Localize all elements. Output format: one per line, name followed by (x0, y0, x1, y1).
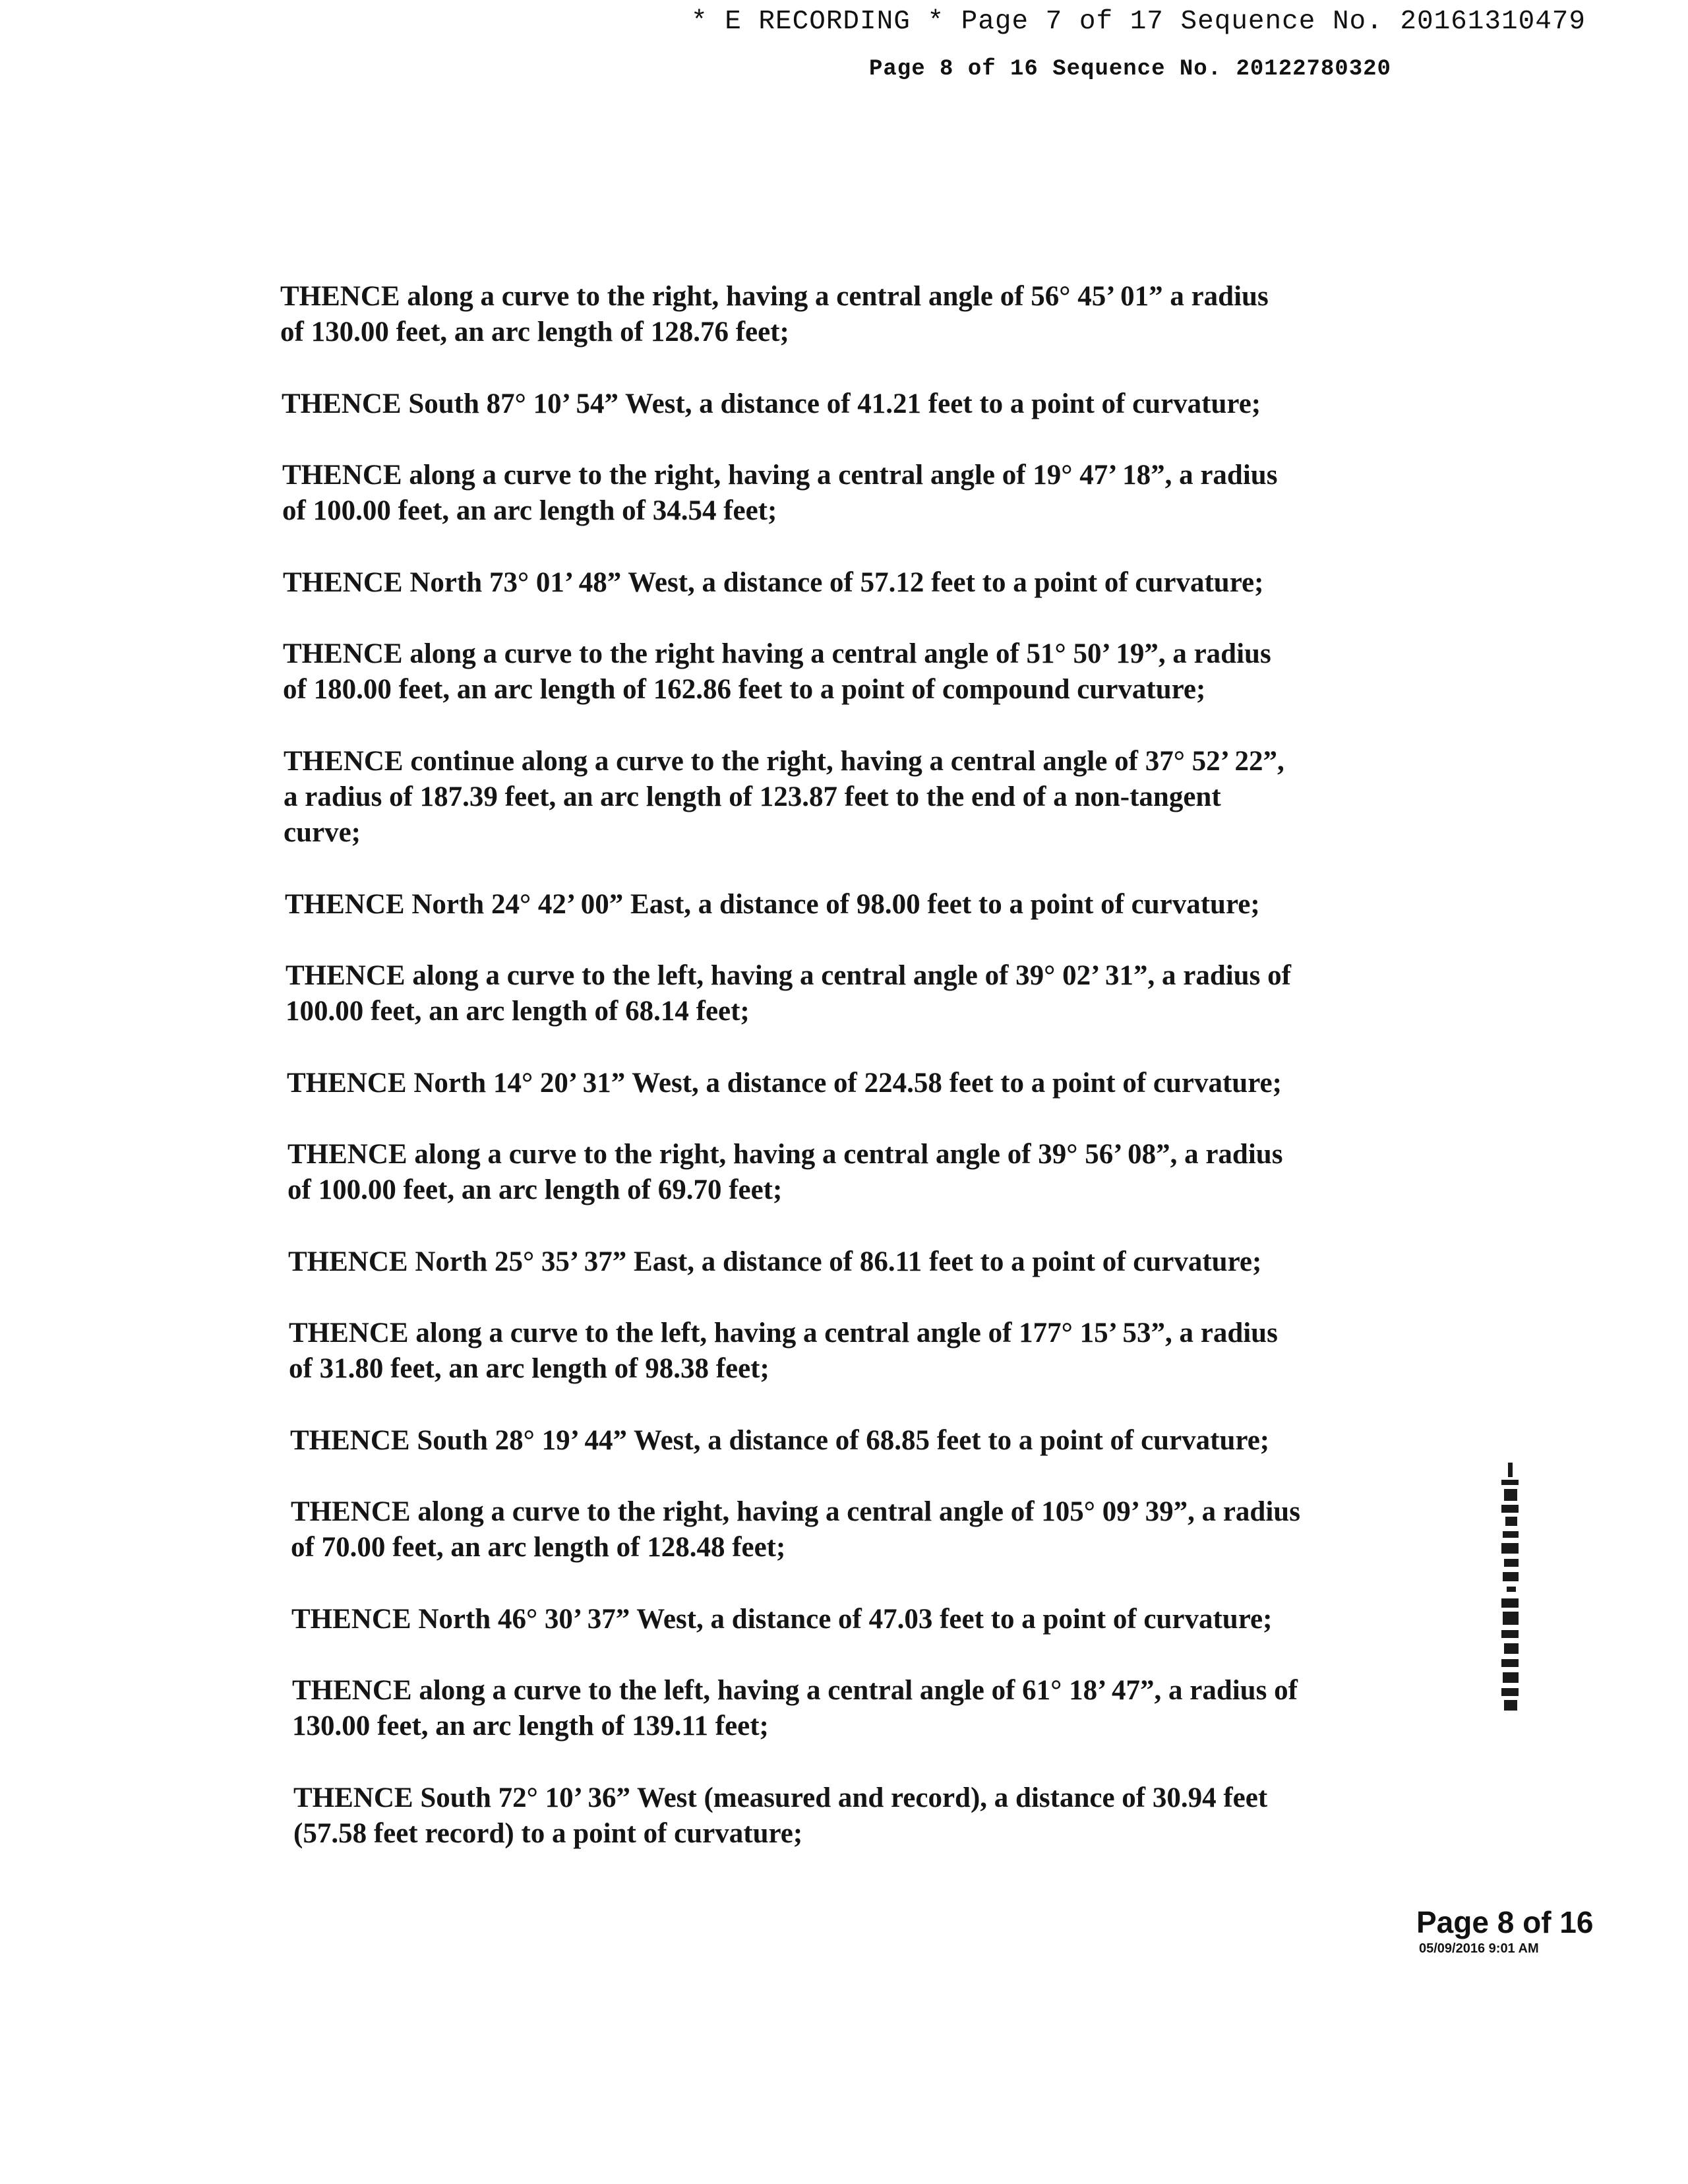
paragraph-line: of 100.00 feet, an arc length of 34.54 feet; (282, 495, 777, 526)
legal-paragraph (287, 1066, 1282, 1101)
paragraph-line: THENCE along a curve to the left, having a central angle of 177° 15’ 53”, a radius (289, 1318, 1278, 1349)
legal-paragraph (282, 458, 1277, 529)
paragraph-line: THENCE North 46° 30’ 37” West, a distance of 47.03 feet to a point of curvature; (291, 1604, 1273, 1635)
paragraph-line: of 180.00 feet, an arc length of 162.86 feet to a point of compound curvature; (283, 674, 1206, 705)
legal-paragraph (283, 636, 1271, 708)
paragraph-line: THENCE along a curve to the right, having a central angle of 39° 56’ 08”, a radius (287, 1139, 1283, 1170)
legal-paragraph (291, 1494, 1300, 1565)
paragraph-line: THENCE South 87° 10’ 54” West, a distance of 41.21 feet to a point of curvature; (282, 388, 1261, 419)
paragraph-line: THENCE along a curve to the right, having a central angle of 56° 45’ 01” a radius (280, 281, 1269, 312)
paragraph-line: THENCE North 25° 35’ 37” East, a distance of 86.11 feet to a point of curvature; (288, 1246, 1262, 1277)
legal-paragraph (288, 1244, 1261, 1280)
recording-timestamp: 05/09/2016 9:01 AM (1419, 1941, 1539, 1956)
paragraph-line: THENCE along a curve to the right, having a central angle of 19° 47’ 18”, a radius (282, 460, 1278, 491)
page-number-label: Page 8 of 16 (1416, 1905, 1594, 1939)
paragraph-line: 130.00 feet, an arc length of 139.11 feet; (292, 1711, 769, 1742)
paragraph-line: 100.00 feet, an arc length of 68.14 feet; (286, 996, 750, 1027)
vertical-recording-stamp-icon (1499, 1463, 1521, 1711)
paragraph-line: THENCE along a curve to the left, having a central angle of 39° 02’ 31”, a radius of (286, 960, 1291, 991)
legal-paragraph (290, 1423, 1269, 1459)
legal-paragraph (285, 887, 1260, 923)
recording-header: * E RECORDING * Page 7 of 17 Sequence No. 20161310479 (691, 7, 1586, 37)
paragraph-line: THENCE South 72° 10’ 36” West (measured and record), a distance of 30.94 feet (293, 1782, 1268, 1813)
paragraph-line: THENCE along a curve to the left, having a central angle of 61° 18’ 47”, a radius of (292, 1675, 1298, 1706)
legal-paragraph (291, 1602, 1272, 1637)
paragraph-line: curve; (284, 817, 361, 848)
paragraph-line: THENCE along a curve to the right having a central angle of 51° 50’ 19”, a radius (283, 638, 1271, 669)
paragraph-line: of 100.00 feet, an arc length of 69.70 feet; (287, 1174, 783, 1205)
paragraph-line: THENCE North 73° 01’ 48” West, a distance of 57.12 feet to a point of curvature; (283, 567, 1264, 598)
legal-paragraph (287, 1137, 1282, 1208)
legal-paragraph (293, 1780, 1267, 1852)
paragraph-line: THENCE North 24° 42’ 00” East, a distance of 98.00 feet to a point of curvature; (285, 889, 1260, 920)
legal-paragraph (282, 386, 1261, 422)
sequence-header: Page 8 of 16 Sequence No. 20122780320 (869, 57, 1391, 82)
paragraph-line: THENCE along a curve to the right, having a central angle of 105° 09’ 39”, a radius (291, 1496, 1300, 1527)
legal-paragraph (286, 958, 1291, 1029)
legal-paragraph (289, 1316, 1278, 1387)
paragraph-line: of 130.00 feet, an arc length of 128.76 feet; (280, 317, 789, 348)
paragraph-line: THENCE continue along a curve to the right, having a central angle of 37° 52’ 22”, (284, 746, 1284, 777)
legal-paragraph (292, 1673, 1298, 1744)
paragraph-line: of 31.80 feet, an arc length of 98.38 feet; (289, 1353, 769, 1384)
legal-paragraph (280, 279, 1269, 350)
paragraph-line: THENCE South 28° 19’ 44” West, a distance of 68.85 feet to a point of curvature; (290, 1425, 1270, 1456)
paragraph-line: (57.58 feet record) to a point of curvature; (293, 1818, 803, 1849)
paragraph-line: THENCE North 14° 20’ 31” West, a distance of 224.58 feet to a point of curvature; (287, 1068, 1282, 1099)
legal-paragraph (283, 565, 1263, 601)
paragraph-line: a radius of 187.39 feet, an arc length of 123.87 feet to the end of a non-tangent (284, 781, 1221, 812)
legal-paragraph (284, 744, 1284, 851)
paragraph-line: of 70.00 feet, an arc length of 128.48 feet; (291, 1532, 786, 1563)
